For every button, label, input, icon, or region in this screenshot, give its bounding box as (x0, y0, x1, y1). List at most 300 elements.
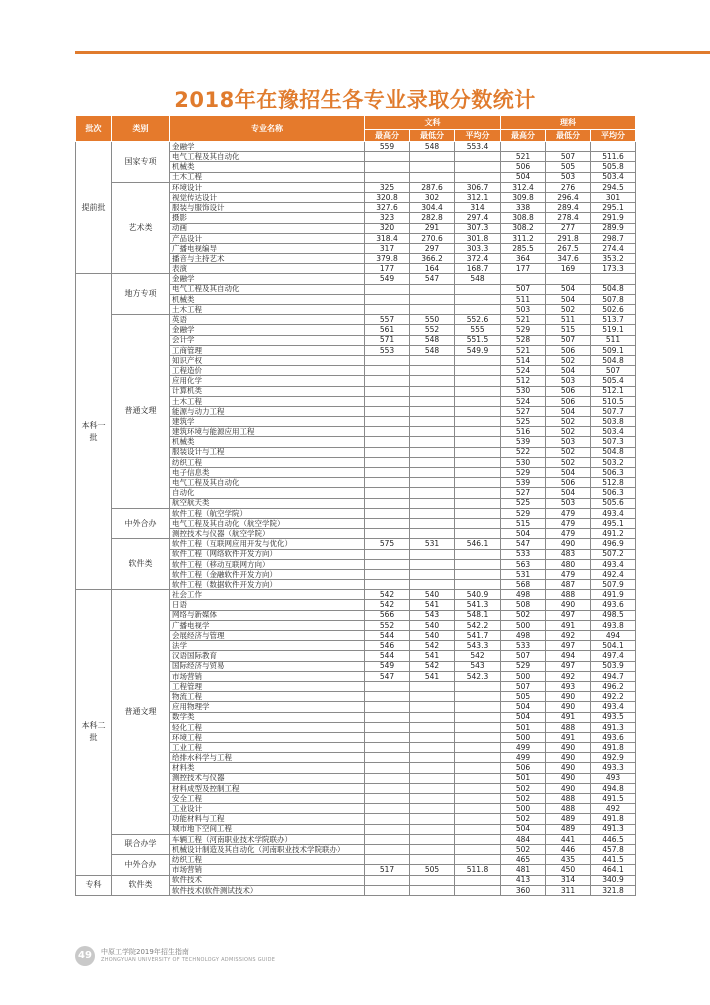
science-max-cell: 504 (501, 172, 546, 182)
science-max-cell: 504 (501, 702, 546, 712)
arts-min-cell: 541 (410, 600, 455, 610)
arts-avg-cell (455, 457, 501, 467)
arts-avg-cell: 301.8 (455, 233, 501, 243)
arts-max-cell (365, 518, 410, 528)
table-row (76, 274, 636, 284)
col-major-header: 专业名称 (170, 116, 365, 142)
major-cell: 土木工程 (170, 305, 365, 315)
science-avg-cell (591, 274, 636, 284)
arts-avg-cell: 511.8 (455, 865, 501, 875)
science-min-cell: 504 (546, 366, 591, 376)
arts-avg-cell (455, 814, 501, 824)
science-min-cell: 506 (546, 478, 591, 488)
arts-min-header: 最低分 (410, 130, 455, 142)
arts-min-cell (410, 559, 455, 569)
arts-avg-cell (455, 732, 501, 742)
science-min-cell: 296.4 (546, 192, 591, 202)
arts-avg-cell: 551.5 (455, 335, 501, 345)
arts-avg-header: 平均分 (455, 130, 501, 142)
science-avg-cell: 507 (591, 366, 636, 376)
science-max-cell: 521 (501, 345, 546, 355)
science-max-cell: 528 (501, 335, 546, 345)
science-avg-cell: 513.7 (591, 315, 636, 325)
science-max-cell (501, 142, 546, 152)
science-avg-cell: 511 (591, 335, 636, 345)
arts-max-cell (365, 437, 410, 447)
arts-max-cell: 571 (365, 335, 410, 345)
arts-max-cell (365, 834, 410, 844)
science-min-cell (546, 142, 591, 152)
major-cell: 能源与动力工程 (170, 406, 365, 416)
science-avg-cell: 493.4 (591, 508, 636, 518)
science-min-cell: 515 (546, 325, 591, 335)
arts-min-cell (410, 294, 455, 304)
category-cell: 普通文理 (112, 590, 170, 835)
arts-min-cell: 552 (410, 325, 455, 335)
science-max-cell: 465 (501, 855, 546, 865)
science-min-cell: 504 (546, 406, 591, 416)
arts-avg-cell (455, 447, 501, 457)
science-avg-cell: 502.6 (591, 305, 636, 315)
science-min-cell: 347.6 (546, 254, 591, 264)
arts-max-cell (365, 468, 410, 478)
science-avg-cell: 504.8 (591, 284, 636, 294)
science-avg-cell: 503.8 (591, 417, 636, 427)
major-cell: 测控技术与仪器（航空学院） (170, 529, 365, 539)
arts-avg-cell (455, 580, 501, 590)
science-min-cell: 311 (546, 885, 591, 895)
science-avg-cell: 510.5 (591, 396, 636, 406)
arts-avg-cell: 541.3 (455, 600, 501, 610)
page-title: 2018年在豫招生各专业录取分数统计 (174, 88, 536, 112)
arts-avg-cell: 541.7 (455, 631, 501, 641)
arts-avg-cell (455, 743, 501, 753)
major-cell: 金融学 (170, 142, 365, 152)
arts-min-cell (410, 508, 455, 518)
science-max-cell: 502 (501, 783, 546, 793)
arts-max-cell (365, 508, 410, 518)
science-avg-cell: 507.8 (591, 294, 636, 304)
science-min-cell: 488 (546, 804, 591, 814)
science-min-cell: 488 (546, 794, 591, 804)
arts-max-cell (365, 712, 410, 722)
science-max-cell: 505 (501, 692, 546, 702)
science-min-cell: 494 (546, 651, 591, 661)
science-min-cell: 446 (546, 844, 591, 854)
arts-min-cell: 531 (410, 539, 455, 549)
science-min-cell: 435 (546, 855, 591, 865)
science-min-cell: 504 (546, 488, 591, 498)
science-min-header: 最低分 (546, 130, 591, 142)
science-avg-cell: 291.9 (591, 213, 636, 223)
science-min-cell: 441 (546, 834, 591, 844)
arts-max-cell (365, 355, 410, 365)
arts-max-cell: 320.8 (365, 192, 410, 202)
science-min-cell: 503 (546, 376, 591, 386)
science-avg-cell: 446.5 (591, 834, 636, 844)
science-max-cell: 530 (501, 386, 546, 396)
science-max-cell: 502 (501, 844, 546, 854)
arts-min-cell (410, 681, 455, 691)
science-avg-cell: 512.1 (591, 386, 636, 396)
category-cell: 软件类 (112, 539, 170, 590)
science-max-cell: 413 (501, 875, 546, 885)
arts-min-cell: 505 (410, 865, 455, 875)
science-max-cell: 527 (501, 406, 546, 416)
major-cell: 电气工程及其自动化 (170, 284, 365, 294)
major-cell: 材料成型及控制工程 (170, 783, 365, 793)
arts-avg-cell (455, 681, 501, 691)
major-cell: 动画 (170, 223, 365, 233)
science-min-cell: 267.5 (546, 243, 591, 253)
major-cell: 材料类 (170, 763, 365, 773)
science-min-cell: 502 (546, 457, 591, 467)
science-max-cell: 500 (501, 732, 546, 742)
science-avg-cell: 340.9 (591, 875, 636, 885)
science-min-cell: 502 (546, 417, 591, 427)
science-max-cell: 338 (501, 203, 546, 213)
arts-avg-cell (455, 824, 501, 834)
science-avg-cell: 491.9 (591, 590, 636, 600)
arts-avg-cell (455, 152, 501, 162)
science-avg-cell: 491.3 (591, 722, 636, 732)
science-avg-cell: 504.8 (591, 447, 636, 457)
arts-min-cell: 282.8 (410, 213, 455, 223)
science-max-cell: 539 (501, 437, 546, 447)
science-avg-cell: 507.7 (591, 406, 636, 416)
arts-min-cell: 542 (410, 641, 455, 651)
arts-min-cell: 540 (410, 620, 455, 630)
science-min-cell: 291.8 (546, 233, 591, 243)
science-avg-cell: 298.7 (591, 233, 636, 243)
arts-avg-cell: 543.3 (455, 641, 501, 651)
science-max-cell: 504 (501, 529, 546, 539)
science-max-cell: 504 (501, 824, 546, 834)
arts-avg-cell (455, 468, 501, 478)
science-max-cell: 481 (501, 865, 546, 875)
arts-max-cell (365, 488, 410, 498)
science-max-cell: 500 (501, 671, 546, 681)
arts-min-cell: 366.2 (410, 254, 455, 264)
arts-max-cell: 553 (365, 345, 410, 355)
arts-min-cell (410, 355, 455, 365)
batch-cell: 本科一批 (76, 274, 112, 590)
science-max-cell: 498 (501, 590, 546, 600)
arts-min-cell (410, 885, 455, 895)
science-max-cell: 506 (501, 763, 546, 773)
science-max-cell: 508 (501, 600, 546, 610)
science-min-cell: 511 (546, 315, 591, 325)
science-max-cell: 521 (501, 315, 546, 325)
science-avg-cell: 493.6 (591, 732, 636, 742)
arts-avg-cell (455, 702, 501, 712)
science-min-cell: 487 (546, 580, 591, 590)
science-min-cell: 490 (546, 753, 591, 763)
science-min-cell: 490 (546, 743, 591, 753)
science-max-cell: 525 (501, 417, 546, 427)
arts-min-cell (410, 814, 455, 824)
major-cell: 软件技术(软件测试技术） (170, 885, 365, 895)
arts-max-cell: 546 (365, 641, 410, 651)
science-avg-cell: 497.4 (591, 651, 636, 661)
science-min-cell: 502 (546, 355, 591, 365)
science-avg-cell: 507.3 (591, 437, 636, 447)
arts-min-cell: 547 (410, 274, 455, 284)
batch-cell: 专科 (76, 875, 112, 895)
arts-max-cell: 547 (365, 671, 410, 681)
science-avg-cell: 495.1 (591, 518, 636, 528)
table-row (76, 539, 636, 549)
science-min-cell: 503 (546, 172, 591, 182)
arts-avg-cell (455, 692, 501, 702)
arts-min-cell (410, 386, 455, 396)
science-max-cell: 506 (501, 162, 546, 172)
arts-avg-cell (455, 366, 501, 376)
arts-min-cell (410, 722, 455, 732)
science-avg-cell: 173.3 (591, 264, 636, 274)
major-cell: 软件工程（金融软件开发方向） (170, 569, 365, 579)
science-avg-cell: 511.6 (591, 152, 636, 162)
arts-avg-cell (455, 508, 501, 518)
arts-min-cell (410, 692, 455, 702)
arts-min-cell (410, 783, 455, 793)
science-min-cell: 493 (546, 681, 591, 691)
arts-avg-cell (455, 355, 501, 365)
science-avg-cell: 493.4 (591, 559, 636, 569)
science-avg-cell: 503.4 (591, 427, 636, 437)
arts-avg-cell (455, 773, 501, 783)
major-cell: 工业设计 (170, 804, 365, 814)
header-rule (75, 51, 710, 54)
arts-max-cell: 325 (365, 182, 410, 192)
arts-min-cell (410, 152, 455, 162)
science-max-cell: 507 (501, 681, 546, 691)
arts-max-cell (365, 844, 410, 854)
science-avg-cell: 493.8 (591, 620, 636, 630)
footer-subtitle: ZHONGYUAN UNIVERSITY OF TECHNOLOGY ADMISSIONS GUIDE (101, 957, 276, 963)
arts-max-cell (365, 722, 410, 732)
major-cell: 环境工程 (170, 732, 365, 742)
arts-avg-cell (455, 498, 501, 508)
arts-max-cell (365, 804, 410, 814)
science-avg-cell: 491.5 (591, 794, 636, 804)
major-cell: 市场营销 (170, 671, 365, 681)
major-cell: 航空航天类 (170, 498, 365, 508)
arts-max-cell: 552 (365, 620, 410, 630)
major-cell: 会计学 (170, 335, 365, 345)
science-max-cell: 309.8 (501, 192, 546, 202)
arts-max-cell (365, 417, 410, 427)
arts-min-cell (410, 773, 455, 783)
arts-min-cell (410, 284, 455, 294)
science-max-cell: 498 (501, 631, 546, 641)
major-cell: 服装设计与工程 (170, 447, 365, 457)
arts-max-cell (365, 732, 410, 742)
arts-max-cell (365, 162, 410, 172)
science-max-cell: 501 (501, 722, 546, 732)
science-min-cell: 492 (546, 631, 591, 641)
arts-avg-cell: 548.1 (455, 610, 501, 620)
arts-max-cell: 575 (365, 539, 410, 549)
science-max-cell: 527 (501, 488, 546, 498)
arts-max-cell (365, 814, 410, 824)
arts-max-cell (365, 305, 410, 315)
arts-max-cell: 559 (365, 142, 410, 152)
arts-header: 文科 (365, 116, 501, 130)
major-cell: 播音与主持艺术 (170, 254, 365, 264)
arts-min-cell: 291 (410, 223, 455, 233)
arts-avg-cell: 542.2 (455, 620, 501, 630)
arts-max-cell (365, 824, 410, 834)
arts-avg-cell (455, 417, 501, 427)
arts-min-cell: 270.6 (410, 233, 455, 243)
science-max-cell: 529 (501, 325, 546, 335)
arts-min-cell (410, 447, 455, 457)
science-avg-cell: 494.8 (591, 783, 636, 793)
major-cell: 纺织工程 (170, 855, 365, 865)
science-max-cell: 563 (501, 559, 546, 569)
science-avg-cell: 492.2 (591, 692, 636, 702)
arts-avg-cell: 312.1 (455, 192, 501, 202)
major-cell: 应用物理学 (170, 702, 365, 712)
science-max-cell: 530 (501, 457, 546, 467)
arts-avg-cell (455, 885, 501, 895)
arts-avg-cell: 303.3 (455, 243, 501, 253)
science-max-cell: 501 (501, 773, 546, 783)
table-row (76, 834, 636, 844)
major-cell: 摄影 (170, 213, 365, 223)
arts-max-cell (365, 447, 410, 457)
science-avg-cell: 294.5 (591, 182, 636, 192)
category-cell: 中外合办 (112, 855, 170, 875)
arts-max-cell (365, 386, 410, 396)
batch-cell: 本科二批 (76, 590, 112, 875)
science-min-cell: 506 (546, 345, 591, 355)
science-min-cell: 497 (546, 610, 591, 620)
major-cell: 日语 (170, 600, 365, 610)
major-cell: 工商管理 (170, 345, 365, 355)
arts-avg-cell: 168.7 (455, 264, 501, 274)
major-cell: 电气工程及其自动化（航空学院） (170, 518, 365, 528)
arts-avg-cell (455, 855, 501, 865)
arts-max-cell (365, 885, 410, 895)
arts-max-cell: 544 (365, 631, 410, 641)
science-max-cell: 512 (501, 376, 546, 386)
arts-avg-cell: 542.3 (455, 671, 501, 681)
major-cell: 机械类 (170, 162, 365, 172)
arts-min-cell: 540 (410, 590, 455, 600)
major-cell: 计算机类 (170, 386, 365, 396)
science-avg-cell: 353.2 (591, 254, 636, 264)
science-max-cell: 308.8 (501, 213, 546, 223)
science-avg-cell: 504.8 (591, 355, 636, 365)
major-cell: 轻化工程 (170, 722, 365, 732)
science-max-header: 最高分 (501, 130, 546, 142)
arts-avg-cell (455, 804, 501, 814)
science-avg-cell: 507.9 (591, 580, 636, 590)
arts-avg-cell (455, 783, 501, 793)
science-min-cell: 490 (546, 692, 591, 702)
arts-max-cell (365, 702, 410, 712)
table-row (76, 855, 636, 865)
science-avg-cell: 492 (591, 804, 636, 814)
major-cell: 视觉传达设计 (170, 192, 365, 202)
science-max-cell: 533 (501, 549, 546, 559)
major-cell: 环境设计 (170, 182, 365, 192)
major-cell: 知识产权 (170, 355, 365, 365)
major-cell: 英语 (170, 315, 365, 325)
science-min-cell: 278.4 (546, 213, 591, 223)
table-row (76, 142, 636, 152)
science-avg-cell: 301 (591, 192, 636, 202)
arts-min-cell (410, 468, 455, 478)
arts-min-cell: 548 (410, 335, 455, 345)
arts-min-cell (410, 498, 455, 508)
arts-max-cell (365, 172, 410, 182)
arts-max-cell (365, 559, 410, 569)
science-max-cell: 547 (501, 539, 546, 549)
science-max-cell: 503 (501, 305, 546, 315)
arts-min-cell (410, 834, 455, 844)
science-max-cell: 568 (501, 580, 546, 590)
major-cell: 软件工程（数据软件开发方向） (170, 580, 365, 590)
arts-max-cell (365, 763, 410, 773)
category-cell: 软件类 (112, 875, 170, 895)
major-cell: 城市地下空间工程 (170, 824, 365, 834)
page-number: 49 (75, 946, 95, 966)
arts-min-cell (410, 732, 455, 742)
arts-min-cell (410, 743, 455, 753)
arts-max-cell (365, 294, 410, 304)
science-min-cell: 504 (546, 294, 591, 304)
arts-max-cell (365, 692, 410, 702)
major-cell: 软件工程（网络软件开发方向） (170, 549, 365, 559)
arts-min-cell (410, 824, 455, 834)
arts-avg-cell (455, 569, 501, 579)
science-min-cell: 289.4 (546, 203, 591, 213)
science-min-cell: 491 (546, 712, 591, 722)
arts-avg-cell (455, 284, 501, 294)
arts-max-cell (365, 875, 410, 885)
science-min-cell: 491 (546, 732, 591, 742)
arts-avg-cell (455, 478, 501, 488)
table-row (76, 590, 636, 600)
arts-min-cell (410, 875, 455, 885)
major-cell: 建筑学 (170, 417, 365, 427)
science-max-cell: 499 (501, 753, 546, 763)
science-min-cell: 490 (546, 773, 591, 783)
table-row (76, 508, 636, 518)
arts-avg-cell: 555 (455, 325, 501, 335)
arts-avg-cell: 549.9 (455, 345, 501, 355)
arts-avg-cell (455, 753, 501, 763)
table-row (76, 182, 636, 192)
science-min-cell: 503 (546, 437, 591, 447)
major-cell: 广播电视编导 (170, 243, 365, 253)
science-avg-cell: 295.1 (591, 203, 636, 213)
category-cell: 普通文理 (112, 315, 170, 509)
arts-max-cell: 317 (365, 243, 410, 253)
science-min-cell: 488 (546, 590, 591, 600)
arts-max-cell: 544 (365, 651, 410, 661)
arts-min-cell (410, 488, 455, 498)
arts-max-cell (365, 427, 410, 437)
science-min-cell: 502 (546, 447, 591, 457)
science-min-cell: 504 (546, 468, 591, 478)
science-avg-cell: 498.5 (591, 610, 636, 620)
science-avg-cell: 441.5 (591, 855, 636, 865)
science-avg-cell: 457.8 (591, 844, 636, 854)
